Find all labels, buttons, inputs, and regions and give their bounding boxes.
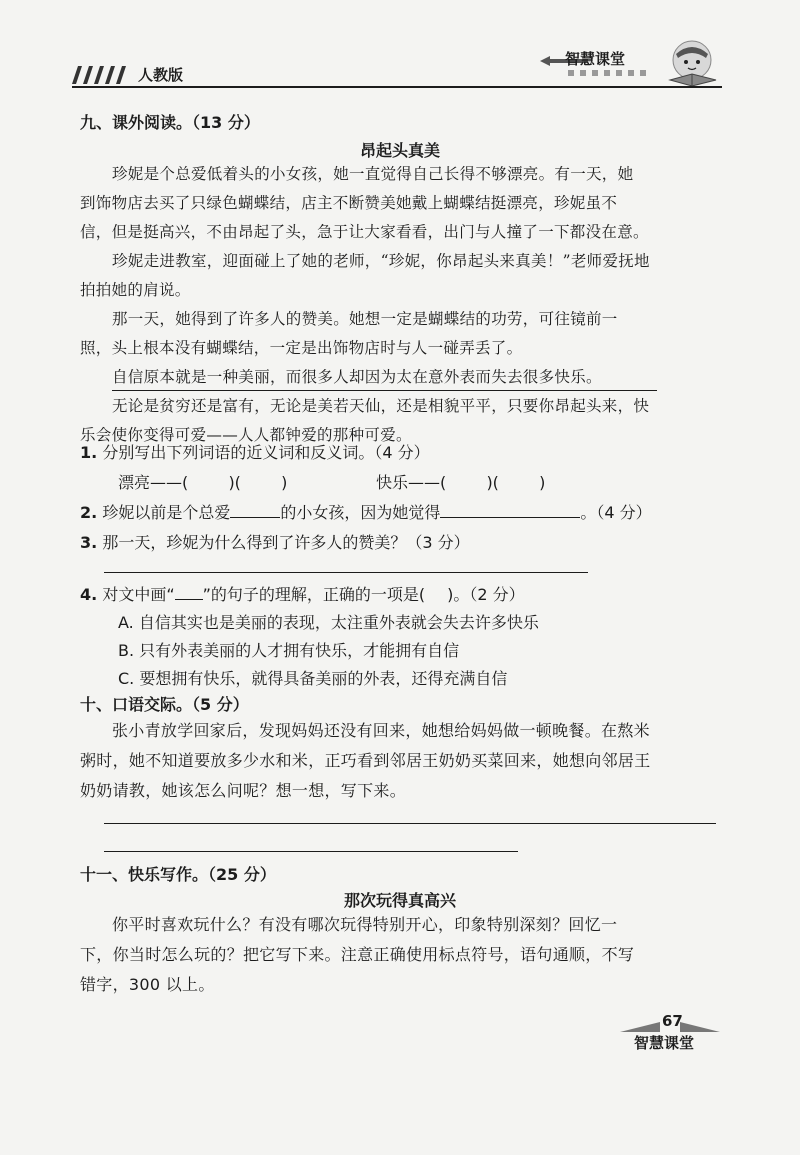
header-stripes-icon bbox=[72, 66, 128, 84]
cartoon-reader-icon bbox=[662, 40, 724, 88]
passage-paragraph-4-underlined: 自信原本就是一种美丽，而很多人却因为太在意外表而失去很多快乐。 bbox=[80, 363, 715, 392]
writing-line-3: 错字，300 以上。 bbox=[80, 975, 215, 994]
q2-blank-1[interactable] bbox=[230, 503, 280, 518]
section10-line-1: 张小青放学回家后，发现妈妈还没有回来，她想给妈妈做一顿晚餐。在熬米 bbox=[112, 721, 650, 740]
section10-answer-line-1[interactable] bbox=[104, 823, 716, 824]
passage-paragraph-2: 珍妮走进教室，迎面碰上了她的老师，“珍妮，你昂起头来真美！”老师爱抚地 bbox=[112, 252, 650, 270]
writing-line-1: 你平时喜欢玩什么？有没有哪次玩得特别开心，印象特别深刻？回忆一 bbox=[112, 915, 618, 934]
writing-prompt bbox=[80, 910, 715, 1000]
reading-passage bbox=[80, 160, 715, 450]
question-1: 1. 分别写出下列词语的近义词和反义词。（4 分） bbox=[80, 443, 430, 462]
q3-answer-line[interactable] bbox=[104, 572, 588, 573]
section9-heading: 九、课外阅读。（13 分） bbox=[80, 113, 260, 132]
passage-paragraph-3-cont: 照，头上根本没有蝴蝶结，一定是出饰物店时与人一碰弄丢了。 bbox=[80, 339, 523, 357]
header-dots-decoration bbox=[568, 70, 658, 76]
q1-word-1-answer: 漂亮——( )( ) bbox=[118, 473, 288, 492]
passage-paragraph-5: 无论是贫穷还是富有，无论是美若天仙，还是相貌平平，只要你昂起头来，快 bbox=[112, 397, 650, 415]
passage-paragraph-5-cont: 乐会使你变得可爱——人人都钟爱的那种可爱。 bbox=[80, 426, 412, 444]
section10-prompt bbox=[80, 716, 715, 806]
q1-word-2-answer: 快乐——( )( ) bbox=[376, 473, 546, 492]
q2-blank-2[interactable] bbox=[440, 503, 580, 518]
section10-answer-line-2[interactable] bbox=[104, 851, 518, 852]
section11-heading: 十一、快乐写作。（25 分） bbox=[80, 865, 276, 884]
q4-option-a[interactable]: A. 自信其实也是美丽的表现，太注重外表就会失去许多快乐 bbox=[118, 613, 539, 632]
sentence-underline bbox=[112, 390, 657, 391]
passage-paragraph-3: 那一天，她得到了许多人的赞美。她想一定是蝴蝶结的功劳，可往镜前一 bbox=[112, 310, 618, 328]
q4-option-c[interactable]: C. 要想拥有快乐，就得具备美丽的外表，还得充满自信 bbox=[118, 669, 508, 688]
edition-label: 人教版 bbox=[138, 66, 184, 84]
section10-line-3: 奶奶请教，她该怎么问呢？想一想，写下来。 bbox=[80, 781, 407, 800]
q4-option-b[interactable]: B. 只有外表美丽的人才拥有快乐，才能拥有自信 bbox=[118, 641, 460, 660]
page-number: 67 bbox=[662, 1012, 683, 1030]
q4-underline-marker bbox=[175, 585, 203, 600]
reading-title: 昂起头真美 bbox=[359, 141, 440, 160]
header-rule bbox=[72, 86, 722, 88]
footer-logo-text: 智慧课堂 bbox=[634, 1034, 695, 1052]
header-logo-text: 智慧课堂 bbox=[565, 50, 626, 68]
section10-line-2: 粥时，她不知道要放多少水和米，正巧看到邻居王奶奶买菜回来，她想向邻居王 bbox=[80, 751, 651, 770]
passage-paragraph-2-cont: 拍拍她的肩说。 bbox=[80, 281, 191, 299]
question-3: 3. 那一天，珍妮为什么得到了许多人的赞美？（3 分） bbox=[80, 533, 470, 552]
writing-title: 那次玩得真高兴 bbox=[343, 891, 456, 910]
passage-paragraph-1-cont: 到饰物店去买了只绿色蝴蝶结，店主不断赞美她戴上蝴蝶结挺漂亮，珍妮虽不 信，但是挺高兴，不由昂起了头，急于让大家看看，出门与人撞了一下都没在意。 bbox=[80, 194, 649, 241]
question-4: 4. 对文中画“ ”的句子的理解，正确的一项是( )。（2 分） bbox=[80, 585, 525, 604]
writing-line-2: 下，你当时怎么玩的？把它写下来。注意正确使用标点符号，语句通顺，不写 bbox=[80, 945, 635, 964]
section10-heading: 十、口语交际。（5 分） bbox=[80, 695, 249, 714]
passage-paragraph-1: 珍妮是个总爱低着头的小女孩，她一直觉得自己长得不够漂亮。有一天，她 bbox=[112, 165, 634, 183]
question-2: 2. 珍妮以前是个总爱 的小女孩，因为她觉得 。（4 分） bbox=[80, 503, 652, 522]
